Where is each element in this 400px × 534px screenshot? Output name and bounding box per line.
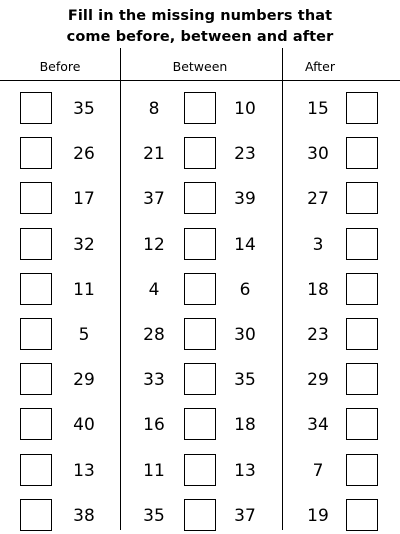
before-number: 40	[73, 415, 95, 435]
between-right-number: 10	[234, 99, 256, 119]
before-answer-box[interactable]	[20, 228, 52, 260]
between-answer-box[interactable]	[184, 92, 216, 124]
worksheet-row	[0, 454, 400, 488]
after-number: 30	[307, 144, 329, 164]
before-number: 13	[73, 461, 95, 481]
before-answer-box[interactable]	[20, 92, 52, 124]
after-number: 34	[307, 415, 329, 435]
between-answer-box[interactable]	[184, 318, 216, 350]
between-answer-box[interactable]	[184, 137, 216, 169]
worksheet-row	[0, 273, 400, 307]
between-answer-box[interactable]	[184, 228, 216, 260]
worksheet-row	[0, 408, 400, 442]
worksheet-row	[0, 318, 400, 352]
column-header-before: Before	[39, 59, 81, 74]
after-answer-box[interactable]	[346, 137, 378, 169]
between-left-number: 37	[143, 189, 165, 209]
between-answer-box[interactable]	[184, 408, 216, 440]
between-left-number: 12	[143, 235, 165, 255]
between-left-number: 11	[143, 461, 165, 481]
before-answer-box[interactable]	[20, 408, 52, 440]
after-answer-box[interactable]	[346, 363, 378, 395]
between-left-number: 33	[143, 370, 165, 390]
before-number: 17	[73, 189, 95, 209]
title-line-1: Fill in the missing numbers that	[67, 8, 333, 24]
between-left-number: 35	[143, 506, 165, 526]
after-number: 15	[307, 99, 329, 119]
before-number: 32	[73, 235, 95, 255]
between-right-number: 35	[234, 370, 256, 390]
before-number: 5	[78, 325, 90, 345]
after-number: 3	[312, 235, 324, 255]
between-answer-box[interactable]	[184, 499, 216, 531]
between-right-number: 13	[234, 461, 256, 481]
between-answer-box[interactable]	[184, 273, 216, 305]
worksheet-row	[0, 182, 400, 216]
between-right-number: 39	[234, 189, 256, 209]
worksheet-row	[0, 228, 400, 262]
between-right-number: 18	[234, 415, 256, 435]
between-right-number: 23	[234, 144, 256, 164]
before-number: 11	[73, 280, 95, 300]
after-number: 7	[312, 461, 324, 481]
after-number: 27	[307, 189, 329, 209]
before-answer-box[interactable]	[20, 454, 52, 486]
after-answer-box[interactable]	[346, 499, 378, 531]
after-answer-box[interactable]	[346, 408, 378, 440]
before-answer-box[interactable]	[20, 273, 52, 305]
between-left-number: 16	[143, 415, 165, 435]
after-answer-box[interactable]	[346, 273, 378, 305]
between-right-number: 14	[234, 235, 256, 255]
after-number: 23	[307, 325, 329, 345]
before-number: 29	[73, 370, 95, 390]
between-left-number: 8	[148, 99, 160, 119]
between-left-number: 4	[148, 280, 160, 300]
after-answer-box[interactable]	[346, 228, 378, 260]
after-answer-box[interactable]	[346, 454, 378, 486]
worksheet-row	[0, 92, 400, 126]
after-answer-box[interactable]	[346, 318, 378, 350]
before-answer-box[interactable]	[20, 363, 52, 395]
column-header-after: After	[304, 59, 336, 74]
worksheet-row	[0, 363, 400, 397]
after-answer-box[interactable]	[346, 92, 378, 124]
before-number: 26	[73, 144, 95, 164]
before-number: 38	[73, 506, 95, 526]
between-right-number: 37	[234, 506, 256, 526]
worksheet-row	[0, 499, 400, 533]
between-answer-box[interactable]	[184, 363, 216, 395]
between-right-number: 30	[234, 325, 256, 345]
between-left-number: 28	[143, 325, 165, 345]
before-answer-box[interactable]	[20, 137, 52, 169]
after-number: 18	[307, 280, 329, 300]
between-answer-box[interactable]	[184, 454, 216, 486]
before-answer-box[interactable]	[20, 499, 52, 531]
between-right-number: 6	[239, 280, 251, 300]
title-line-2: come before, between and after	[66, 29, 334, 45]
after-number: 29	[307, 370, 329, 390]
between-answer-box[interactable]	[184, 182, 216, 214]
before-answer-box[interactable]	[20, 182, 52, 214]
worksheet-row	[0, 137, 400, 171]
before-answer-box[interactable]	[20, 318, 52, 350]
between-left-number: 21	[143, 144, 165, 164]
after-answer-box[interactable]	[346, 182, 378, 214]
column-header-between: Between	[172, 59, 228, 74]
before-number: 35	[73, 99, 95, 119]
after-number: 19	[307, 506, 329, 526]
